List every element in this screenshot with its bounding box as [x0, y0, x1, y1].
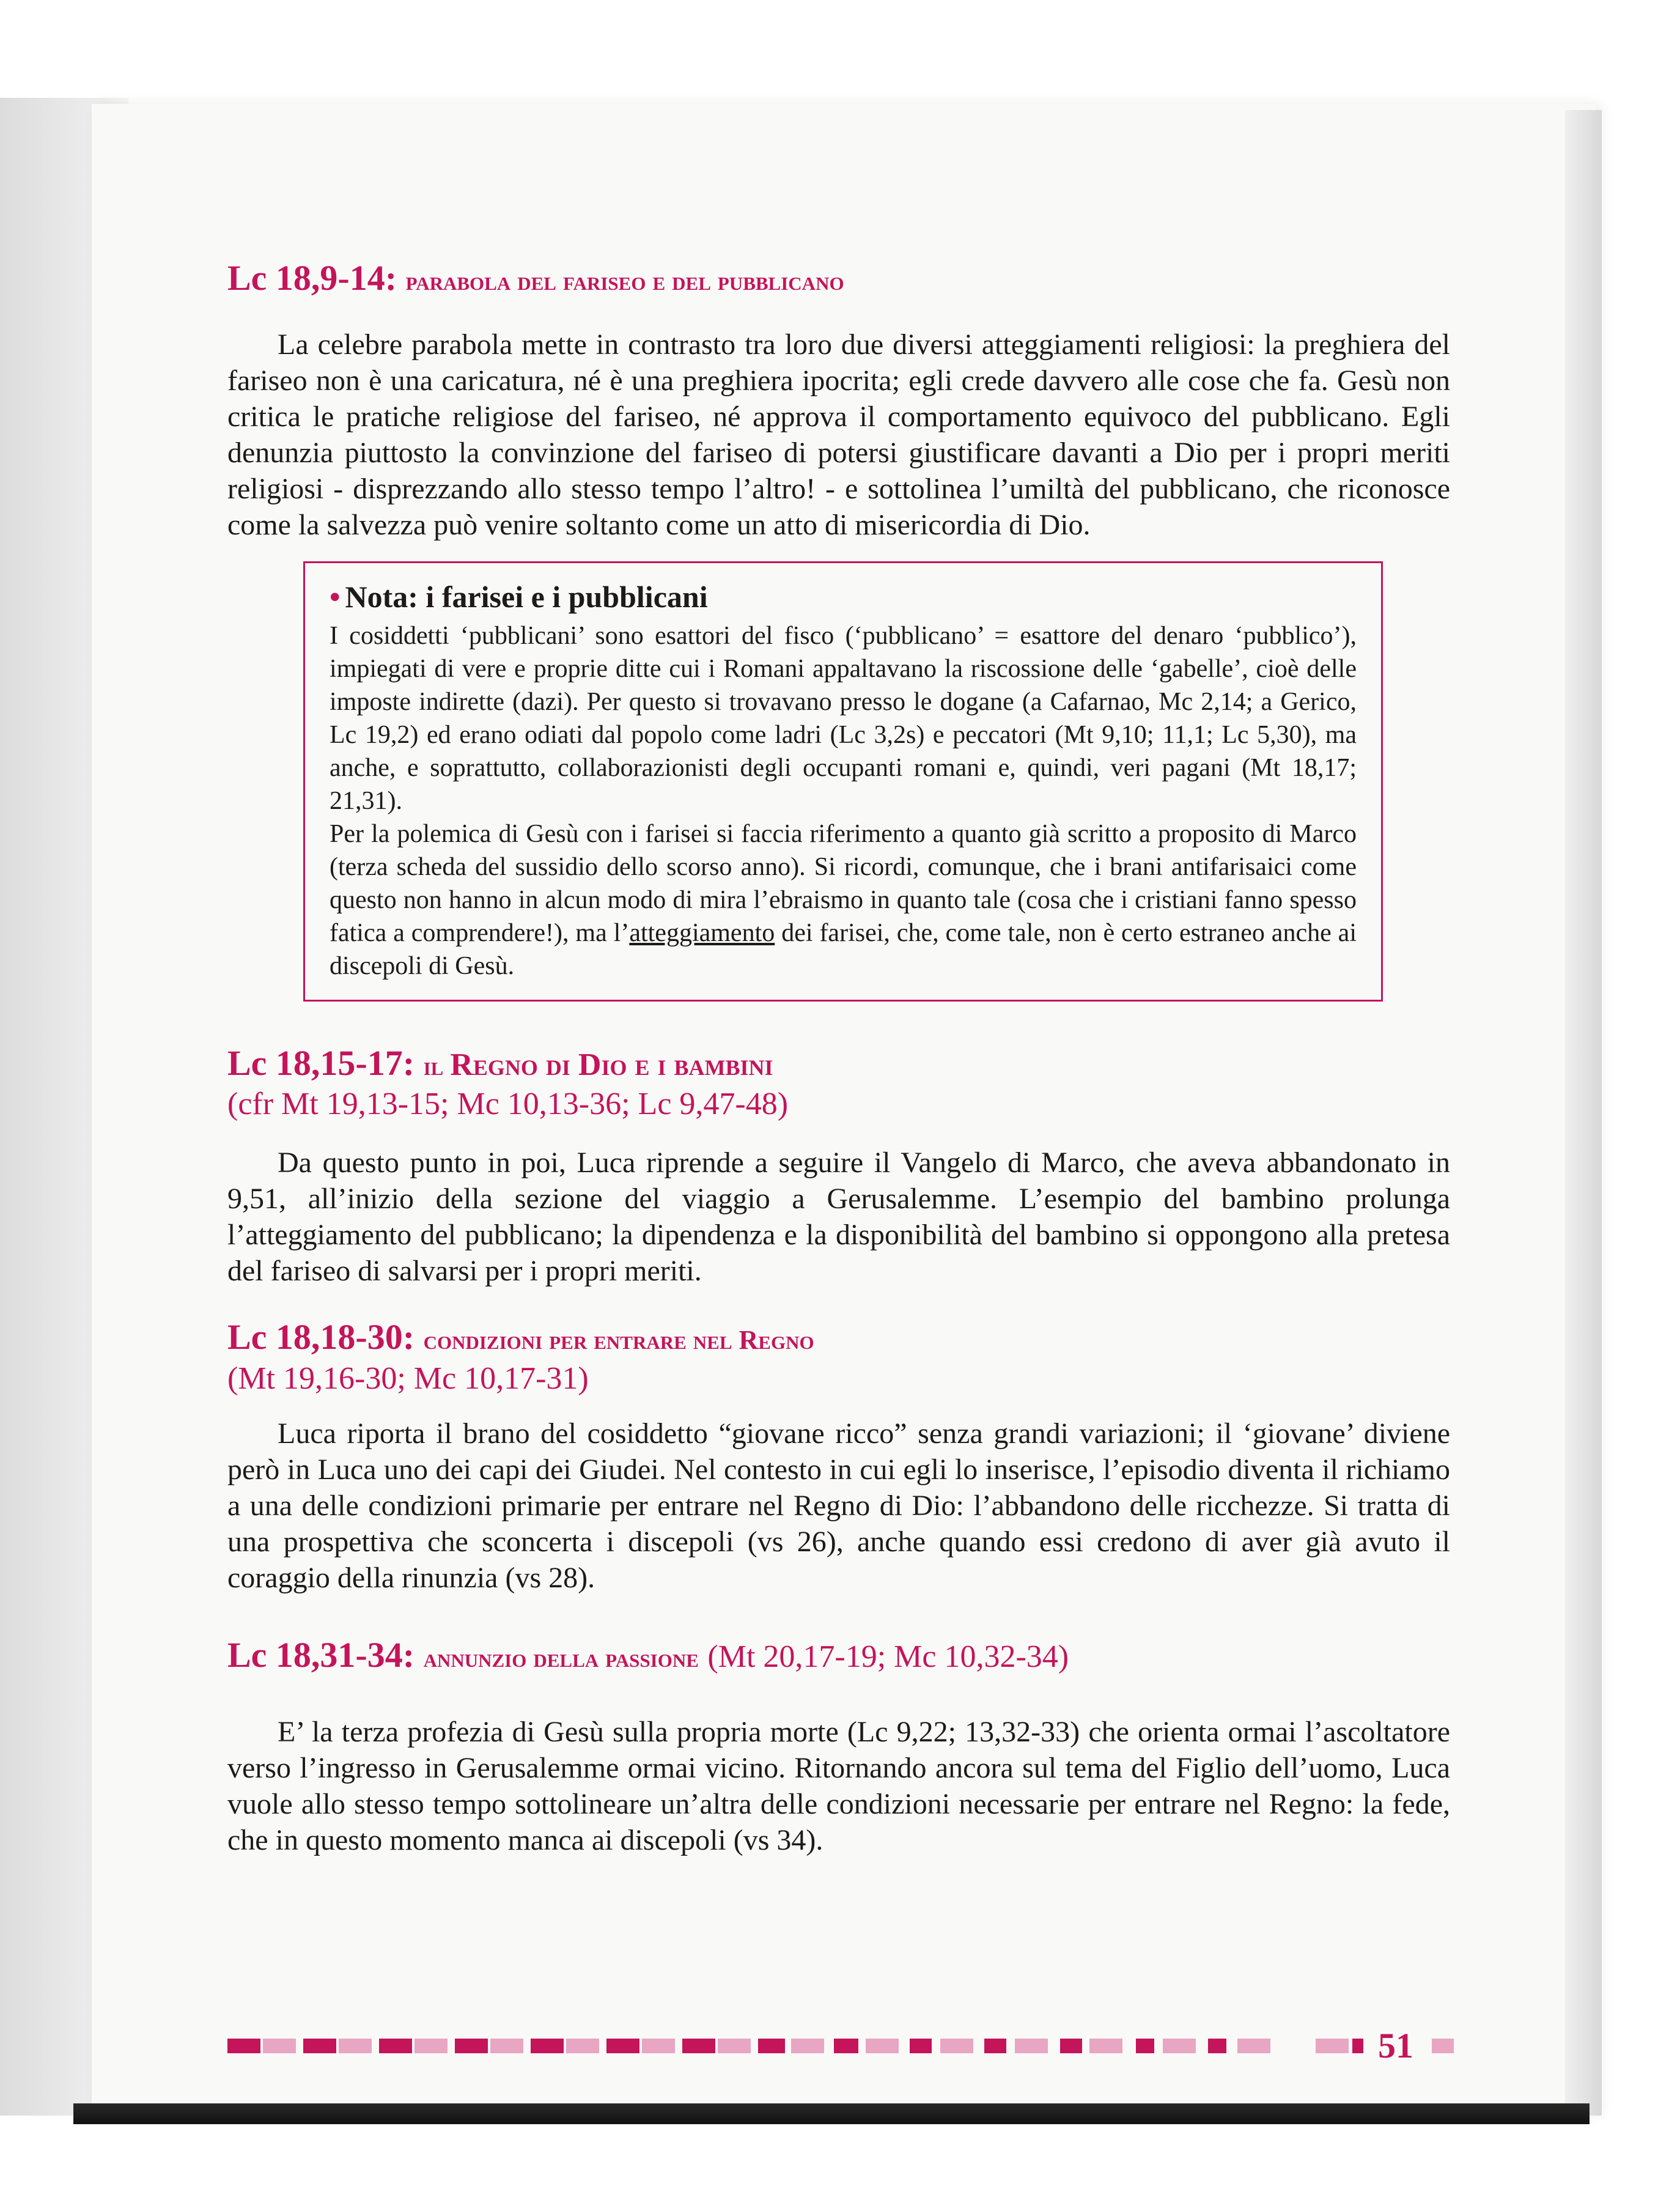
heading-lc-18-9-14: Lc 18,9-14: parabola del fariseo e del pubblicano — [227, 258, 844, 298]
heading-lc-18-18-30: Lc 18,18-30: condizioni per entrare nel Regno — [227, 1317, 814, 1357]
bar-segment — [1136, 2039, 1154, 2053]
bar-segment — [263, 2039, 296, 2053]
decorative-bar-strip — [227, 2039, 1365, 2054]
paragraph-regno-bambini: Da questo punto in poi, Luca riprende a seguire il Vangelo di Marco, che aveva abbandonato in 9,51, all’inizio della sezione del viaggio a Gerusalemme. L’esempio del bambino prolunga l’atteggiamento del pubblicano; la dipendenza e la disponibilità del bambino si oppongono alla pretesa del fariseo di salvarsi per i propri meriti. — [227, 1146, 1450, 1288]
bar-segment — [682, 2039, 715, 2053]
note-box — [303, 561, 1383, 1002]
paragraph-condizioni-regno: Luca riporta il brano del cosiddetto “giovane ricco” senza grandi variazioni; il ‘giovane’ diviene però in Luca uno dei capi dei Giudei. Nel contesto in cui egli lo inserisce, l’episodio diventa il richiamo a una delle condizioni primarie per entrare nel Regno di Dio: l’abbandono delle ricchezze. Si tratta di una prospettiva che sconcerta i discepoli (vs 26), anche quando essi credono di aver già avuto il coraggio della rinunzia (vs 28). — [227, 1417, 1450, 1594]
bar-segment — [339, 2039, 372, 2053]
bar-segment — [910, 2039, 932, 2053]
bar-segment — [834, 2039, 858, 2053]
note-paragraph-pubblicani: I cosiddetti ‘pubblicani’ sono esattori del fisco (‘pubblicano’ = esattore del denaro ‘pubblico’), impiegati di vere e proprie ditte cui i Romani appaltavano la riscossione delle ‘gabelle’, cioè delle imposte indirette (dazi). Per questo si trovavano presso le dogane (a Cafarnao, Mc 2,14; a Gerico, Lc 19,2) ed erano odiati dal popolo come ladri (Lc 3,2s) e peccatori (Mt 9,10; 11,1; Lc 5,30), ma anche, e soprattutto, collaborazionisti degli occupanti romani e, quindi, veri pagani (Mt 18,17; 21,31). — [330, 621, 1357, 815]
bar-segment — [606, 2039, 639, 2053]
bullet-icon: • — [330, 579, 341, 614]
bar-segment — [1237, 2039, 1270, 2053]
bar-segment — [303, 2039, 336, 2053]
bar-segment — [642, 2039, 675, 2053]
bar-segment — [1316, 2039, 1349, 2053]
page-footer — [227, 2025, 1450, 2068]
paragraph-fariseo-pubblicano: La celebre parabola mette in contrasto tra loro due diversi atteggiamenti religiosi: la preghiera del fariseo non è una caricatura, né è una preghiera ipocrita; egli crede davvero alle cose che fa. Gesù non critica le pratiche religiose del fariseo, né approva il comportamento equivoco del pubblicano. Egli denunzia piuttosto la convinzione del fariseo di potersi giustificare davanti a Dio per i propri meriti religiosi - disprezzando allo stesso tempo l’altro! - e sottolinea l’umiltà del pubblicano, che riconosce come la salvezza può venire soltanto come un atto di misericordia di Dio. — [227, 328, 1450, 541]
bar-segment — [866, 2039, 899, 2053]
bar-segment — [414, 2039, 448, 2053]
subref-lc-18-18-30: (Mt 19,16-30; Mc 10,17-31) — [227, 1360, 589, 1396]
page-content — [227, 257, 1450, 1858]
bar-segment — [227, 2039, 260, 2053]
bar-segment — [455, 2039, 488, 2053]
paragraph-annunzio-passione: E’ la terza profezia di Gesù sulla propria morte (Lc 9,22; 13,32-33) che orienta ormai l’ascoltatore verso l’ingresso in Gerusalemme ormai vicino. Ritornando ancora sul tema del Figlio dell’uomo, Luca vuole allo stesso tempo sottolineare un’altra delle condizioni necessarie per entrare nel Regno: la fede, che in questo momento manca ai discepoli (vs 34). — [227, 1716, 1450, 1857]
bar-segment — [1015, 2039, 1048, 2053]
bar-segment — [1352, 2039, 1363, 2053]
bar-segment — [984, 2039, 1006, 2053]
bar-segment — [1208, 2039, 1226, 2053]
heading-lc-18-31-34: Lc 18,31-34: annunzio della passione (Mt 20,17-19; Mc 10,32-34) — [227, 1634, 1069, 1675]
page-number: 51 — [1378, 2026, 1413, 2065]
bar-segment — [940, 2039, 973, 2053]
bar-segment — [531, 2039, 564, 2053]
bar-segment — [1163, 2039, 1196, 2053]
right-page-edge — [1565, 110, 1602, 2116]
heading-lc-18-15-17: Lc 18,15-17: il Regno di Dio e i bambini — [227, 1043, 773, 1083]
bar-segment — [791, 2039, 824, 2053]
bar-segment — [490, 2039, 523, 2053]
bar-segment — [566, 2039, 599, 2053]
book-shadow — [73, 2103, 1590, 2124]
bar-segment — [1060, 2039, 1082, 2053]
bar-segment — [758, 2039, 785, 2053]
bar-segment — [379, 2039, 412, 2053]
subref-lc-18-15-17: (cfr Mt 19,13-15; Mc 10,13-36; Lc 9,47-48) — [227, 1087, 789, 1122]
note-title: • Nota: i farisei e i pubblicani — [330, 579, 708, 614]
bar-segment — [718, 2039, 751, 2053]
bar-segment — [1089, 2039, 1122, 2053]
note-paragraph-polemica: Per la polemica di Gesù con i farisei si faccia riferimento a quanto già scritto a proposito di Marco (terza scheda del sussidio dello scorso anno). Si ricordi, comunque, che i brani antifarisaici come questo non hanno in alcun modo di mira l’ebraismo in quanto tale (cosa che i cristiani fanno spesso fatica a comprendere!), ma l’atteggiamento dei farisei, che, come tale, non è certo estraneo anche ai discepoli di Gesù. — [330, 819, 1357, 980]
bar-segment — [1432, 2039, 1454, 2053]
